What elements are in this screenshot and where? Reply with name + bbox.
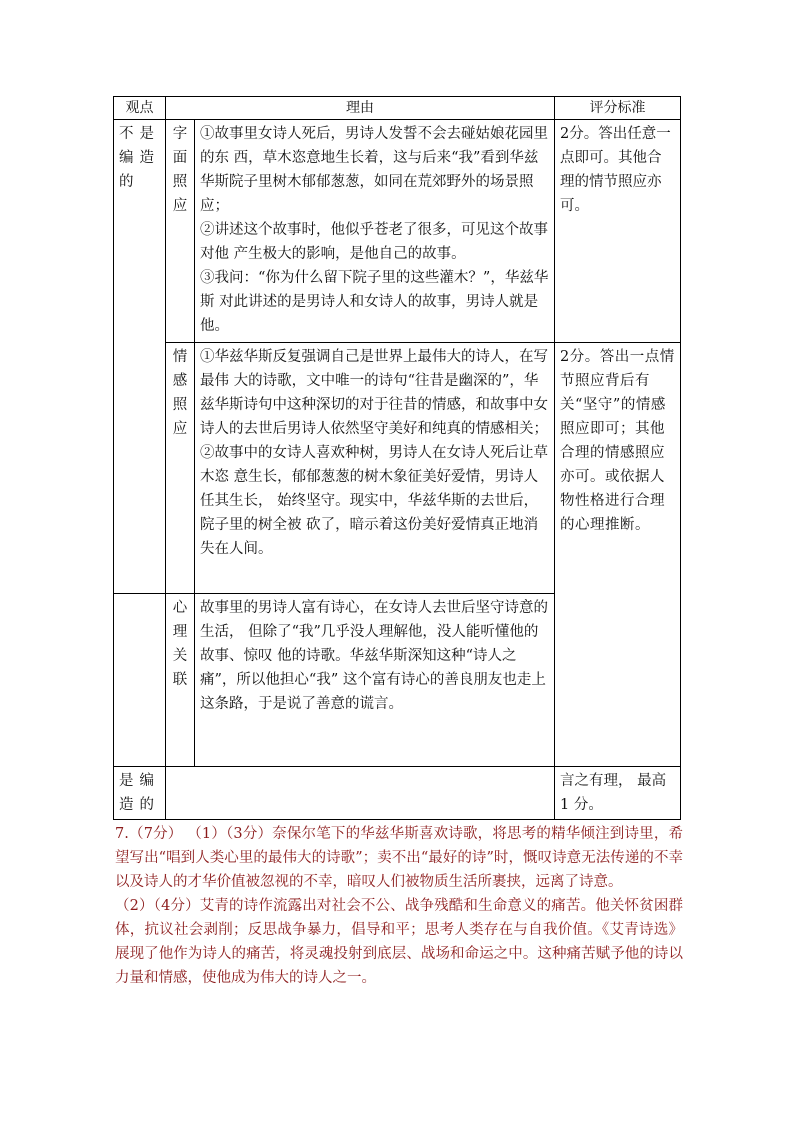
reason-item: ③我问：“你为什么留下院子里的这些灌木？”，华兹华斯 对此讲述的是男诗人和女诗人的故事，男诗人就是他。 — [200, 270, 549, 334]
reason-item: 故事里的男诗人富有诗心，在女诗人去世后坚守诗意的生活， 但除了“我”几乎没人理解他，没人能听懂他的故事、惊叹 他的诗歌。华兹华斯深知这种“诗人之痛”，所以他担心“我” 这个富有诗心的善良朋友也走上这条路，于是说了善意的谎言。 — [200, 600, 548, 712]
score-fabricated: 言之有理， 最高 1 分。 — [555, 767, 681, 820]
answer-table — [113, 96, 681, 820]
reason-emotional-echo — [195, 343, 555, 594]
reason-item: ②讲述这个故事时，他似乎苍老了很多，可见这个故事对他 产生极大的影响，是他自己的故事。 — [200, 222, 548, 262]
sublabel-psychological-link: 心理关联 — [166, 594, 195, 767]
viewpoint-fabricated: 是编造的 — [114, 767, 166, 820]
table-row — [114, 343, 681, 594]
reason-item: ①华兹华斯反复强调自己是世界上最伟大的诗人，在写最伟 大的诗歌，文中唯一的诗句“往昔是幽深的”，华兹华斯诗句中这种深切的对于往昔的情感，和故事中女诗人的去世后男诗人依然坚守美好和纯真的情感相关； — [200, 349, 548, 437]
header-viewpoint: 观点 — [114, 97, 166, 120]
table-header-row — [114, 97, 681, 120]
header-scoring: 评分标准 — [555, 97, 681, 120]
sublabel-emotional-echo: 情感照应 — [166, 343, 195, 594]
sublabel-literal-echo: 字面照应 — [166, 120, 195, 343]
reason-item: ①故事里女诗人死后，男诗人发誓不会去碰姑娘花园里的东 西，草木恣意地生长着，这与后来“我”看到华兹华斯院子里树木郁郁葱葱，如同在荒郊野外的场景照应； — [200, 126, 548, 214]
reason-psychological-link — [195, 594, 555, 767]
reason-item: ②故事中的女诗人喜欢种树，男诗人在女诗人死后让草木恣 意生长，郁郁葱葱的树木象征美好爱情，男诗人任其生长， 始终坚守。现实中，华兹华斯的去世后，院子里的树全被 砍了，暗示着这份美好爱情真正地消失在人间。 — [200, 445, 548, 557]
header-reason: 理由 — [166, 97, 555, 120]
viewpoint-not-fabricated: 不是编造的 — [114, 120, 166, 594]
viewpoint-empty-cell — [114, 594, 166, 767]
reason-literal-echo — [195, 120, 555, 343]
answer-section — [115, 822, 683, 990]
score-literal-echo: 2分。答出任意一点即可。其他合理的情节照应亦可。 — [555, 120, 681, 343]
table-row — [114, 767, 681, 820]
table-row — [114, 120, 681, 343]
answer-q7-part1: 7.（7分） （1）（3分）奈保尔笔下的华兹华斯喜欢诗歌，将思考的精华倾注到诗里，希望写出“唱到人类心里的最伟大的诗歌”；卖不出“最好的诗”时，慨叹诗意无法传递的不幸以及诗人的才华价值被忽视的不幸，暗叹人们被物质生活所裹挟，远离了诗意。 — [115, 826, 683, 890]
score-emotional-echo: 2分。答出一点情节照应背后有关“坚守”的情感照应即可；其他合理的情感照应亦可。或依据人物性格进行合理的心理推断。 — [555, 343, 681, 767]
reason-fabricated-empty — [166, 767, 555, 820]
answer-q7-part2: （2）（4分）艾青的诗作流露出对社会不公、战争残酷和生命意义的痛苦。他关怀贫困群体，抗议社会剥削；反思战争暴力，倡导和平；思考人类存在与自我价值。《艾青诗选》展现了他作为诗人的痛苦，将灵魂投射到底层、战场和命运之中。这种痛苦赋予他的诗以力量和情感，使他成为伟大的诗人之一。 — [115, 898, 683, 986]
